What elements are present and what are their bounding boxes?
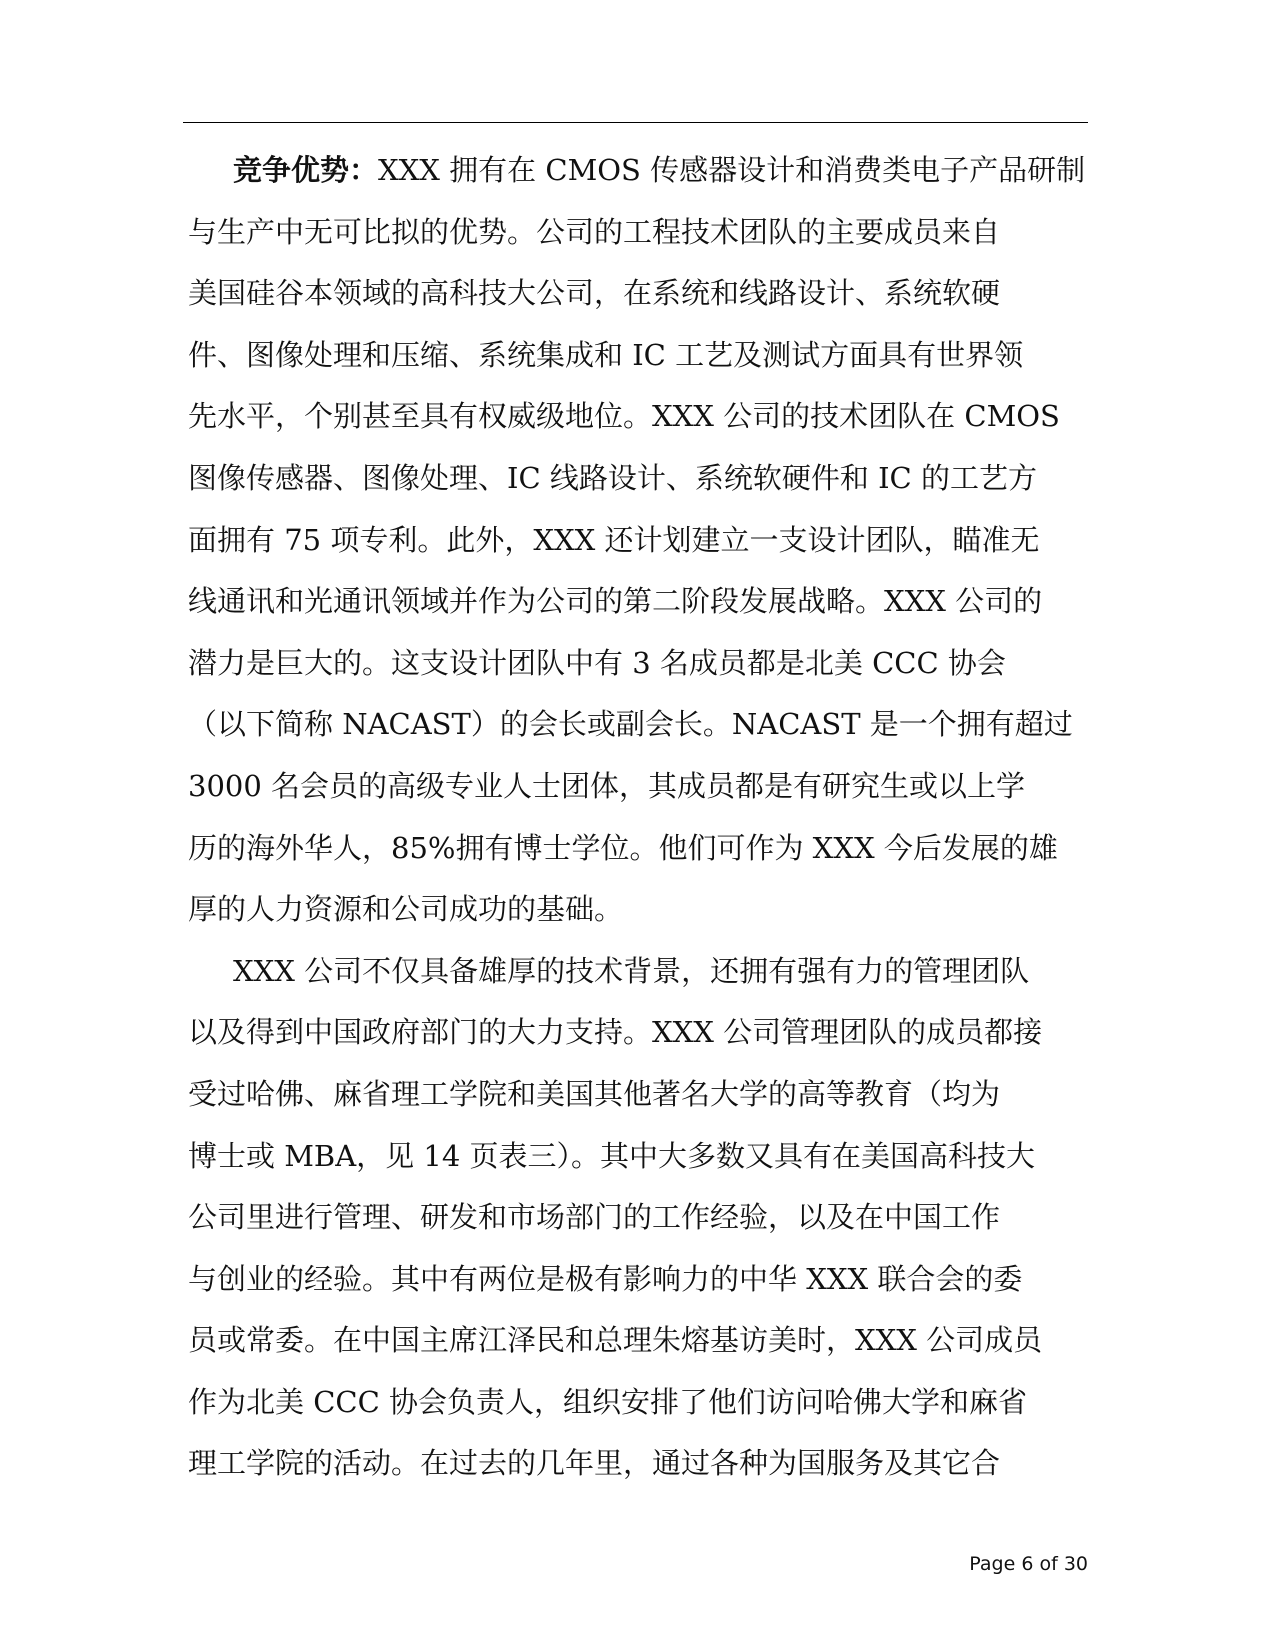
paragraph-line: XXX 公司不仅具备雄厚的技术背景，还拥有强有力的管理团队 — [233, 953, 1030, 988]
paragraph-line: 历的海外华人，85%拥有博士学位。他们可作为 XXX 今后发展的雄 — [188, 830, 1058, 865]
paragraph-line: 与创业的经验。其中有两位是极有影响力的中华 XXX 联合会的委 — [188, 1261, 1023, 1296]
paragraph-line: 先水平，个别甚至具有权威级地位。XXX 公司的技术团队在 CMOS — [188, 399, 1060, 434]
paragraph-line: 博士或 MBA，见 14 页表三）。其中大多数又具有在美国高科技大 — [188, 1138, 1036, 1173]
paragraph-line: 以及得到中国政府部门的大力支持。XXX 公司管理团队的成员都接 — [188, 1015, 1043, 1050]
paragraph-line: 厚的人力资源和公司成功的基础。 — [188, 892, 624, 927]
paragraph-line: 件、图像处理和压缩、系统集成和 IC 工艺及测试方面具有世界领 — [188, 337, 1024, 372]
paragraph-line: 理工学院的活动。在过去的几年里，通过各种为国服务及其它合 — [188, 1446, 1001, 1481]
paragraph-line: 受过哈佛、麻省理工学院和美国其他著名大学的高等教育（均为 — [188, 1076, 1001, 1111]
header-rule — [183, 122, 1088, 123]
paragraph-line: （以下简称 NACAST）的会长或副会长。NACAST 是一个拥有超过 — [188, 707, 1073, 742]
paragraph-line: 3000 名会员的高级专业人士团体，其成员都是有研究生或以上学 — [188, 768, 1026, 803]
paragraph-line: 员或常委。在中国主席江泽民和总理朱熔基访美时，XXX 公司成员 — [188, 1323, 1043, 1358]
paragraph-line: 公司里进行管理、研发和市场部门的工作经验，以及在中国工作 — [188, 1200, 1001, 1235]
paragraph-line — [188, 140, 1088, 202]
paragraph-line: 潜力是巨大的。这支设计团队中有 3 名成员都是北美 CCC 协会 — [188, 645, 1006, 680]
paragraph-line: 线通讯和光通讯领域并作为公司的第二阶段发展战略。XXX 公司的 — [188, 584, 1043, 619]
lead-heading: 竞争优势： — [233, 153, 379, 187]
lead-line-text: XXX 拥有在 CMOS 传感器设计和消费类电子产品研制 — [378, 153, 1086, 187]
page-number: Page 6 of 30 — [969, 1553, 1088, 1575]
paragraph-line: 面拥有 75 项专利。此外，XXX 还计划建立一支设计团队，瞄准无 — [188, 522, 1040, 557]
paragraph-management-team — [188, 941, 1088, 1495]
paragraph-line: 美国硅谷本领域的高科技大公司，在系统和线路设计、系统软硬 — [188, 276, 1001, 311]
paragraph-line: 与生产中无可比拟的优势。公司的工程技术团队的主要成员来自 — [188, 214, 1001, 249]
paragraph-competitive-advantage — [188, 140, 1088, 941]
paragraph-line: 图像传感器、图像处理、IC 线路设计、系统软硬件和 IC 的工艺方 — [188, 460, 1037, 495]
document-body — [188, 140, 1088, 1495]
paragraph-line: 作为北美 CCC 协会负责人，组织安排了他们访问哈佛大学和麻省 — [188, 1384, 1028, 1419]
